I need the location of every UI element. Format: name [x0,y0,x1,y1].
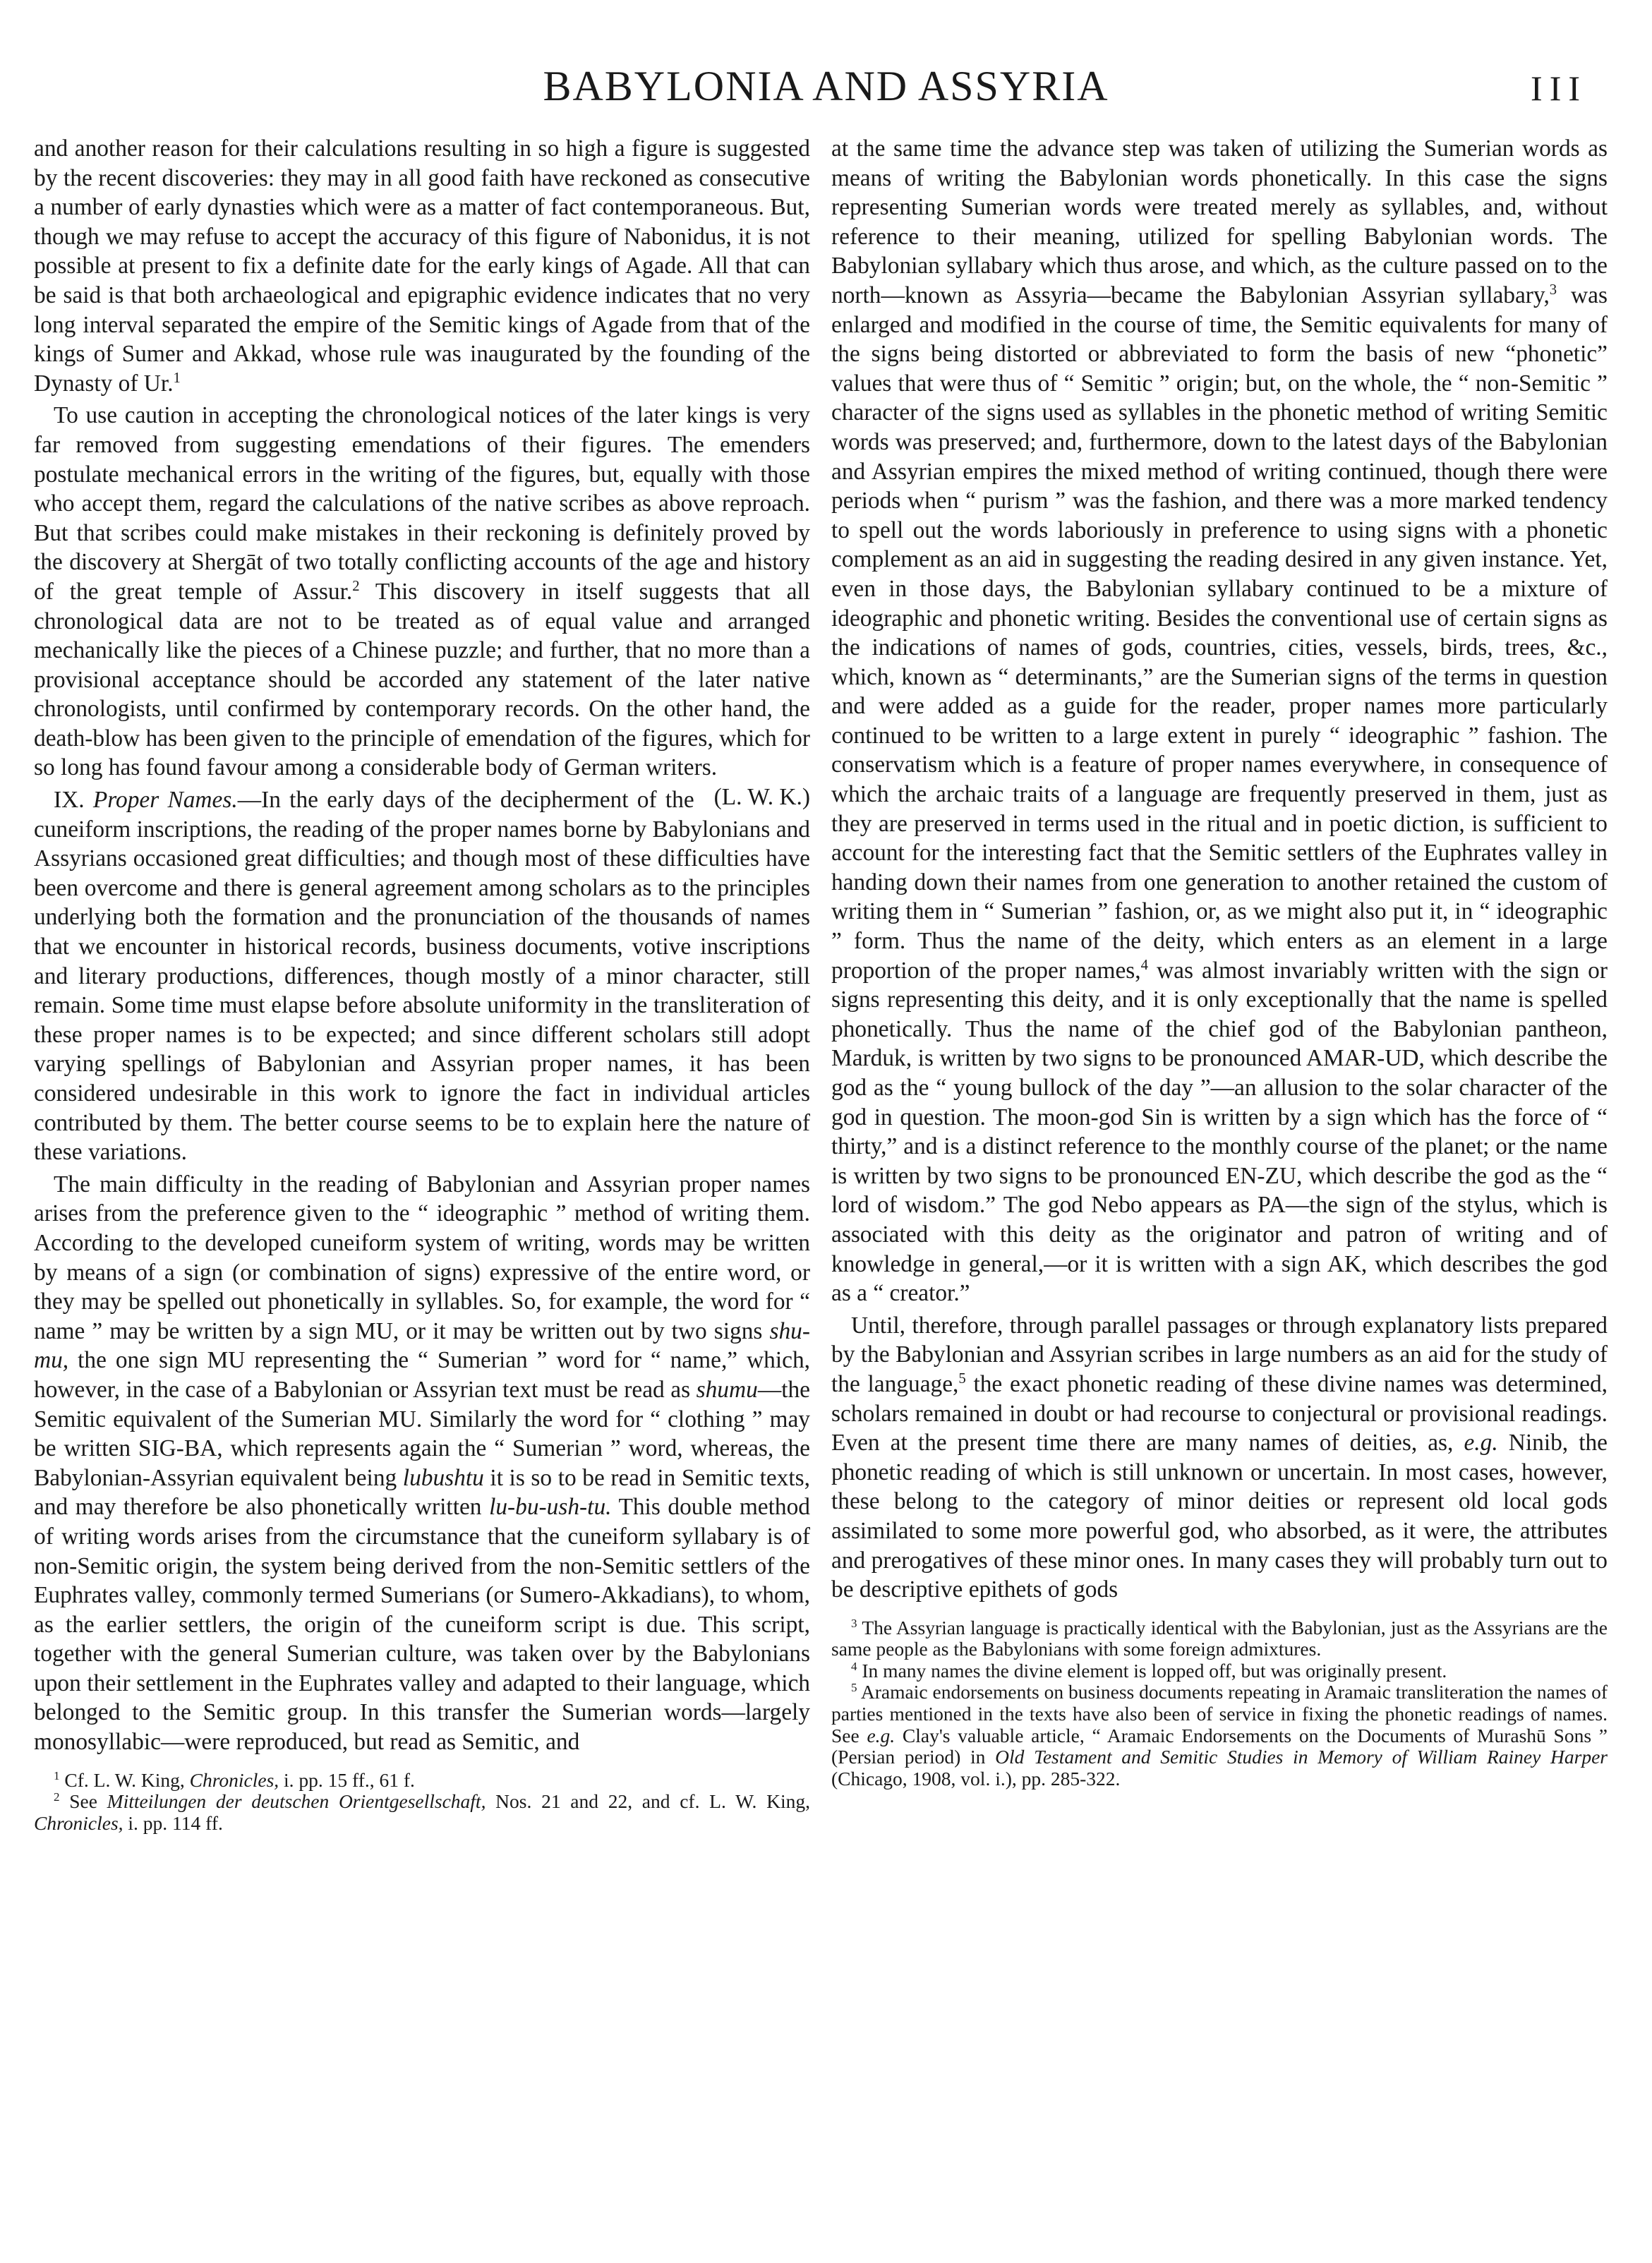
footnote-number: 3 [851,1616,857,1630]
italic-title: Old Testament and Semitic Studies in Memory of William Rainey Harper [995,1746,1608,1768]
paragraph [34,785,810,1167]
footnote-number: 5 [851,1681,857,1695]
footnote-number: 1 [54,1768,60,1782]
footnote-text: The Assyrian language is practically identical with the Babylonian, just as the Assyrians are the same people as the Babylonians with some foreign admixtures. [831,1616,1608,1660]
footnote [831,1682,1608,1790]
footnote-text: i. pp. 15 ff., 61 f. [279,1768,415,1791]
running-header [0,62,1652,126]
footnote-text: Cf. L. W. King, [59,1768,190,1791]
page-number: III [1531,68,1587,108]
paragraph-text: This double method of writing words arises from the circumstance that the cuneiform syllabary is of non-Semitic origin, the system being derived from the non-Semitic settlers of the Euphrates valley, commonly termed Sumerians (or Sumero-Akkadians), to whom, as the earlier settlers, the origin of the cuneiform script is due. This script, together with the general Sumerian culture, was taken over by the Babylonians upon their settlement in the Euphrates valley and adapted to their language, which belonged to the Semitic group. In this transfer the Sumerian words—largely monosyllabic—were reproduced, but read as Semitic, and [34,1494,810,1756]
footnotes [34,1770,810,1835]
paragraph-text: The main difficulty in the reading of Babylonian and Assyrian proper names arises from the preference given to the “ ideographic ” method of writing them. According to the developed cuneiform system of writing, words may be written by means of a sign (or combination of signs) expressive of the entire word, or they may be spelled out phonetically in syllables. So, for example, the word for “ name ” may be written by a sign MU, or it may be written out by two signs [34,1171,810,1344]
footnote-text: (Chicago, 1908, vol. i.), pp. 285-322. [831,1767,1121,1790]
footnote-text: See [59,1790,107,1813]
footnote-number: 2 [54,1790,60,1804]
italic-term: lu-bu-ush-tu. [489,1494,612,1521]
paragraph-text: was almost invariably written with the sign or signs representing this deity, and it is only exceptionally that the name is spelled phonetically. Thus the name of the chief god of the Babylonian pantheon, Marduk, is written by two signs to be pronounced AMAR-UD, which describe the god as the “ young bullock of the day ”—an allusion to the solar character of the god in question. The moon-god Sin is written by a sign which has the force of “ thirty,” and is a distinct reference to the monthly course of the planet; or the name is written by two signs to be pronounced EN-ZU, which describe the god as the “ lord of wisdom.” The god Nebo appears as PA—the sign of the stylus, which is associated with this deity as the originator and patron of writing and of knowledge in general,—or it is written with a sign AK, which describes the god as a “ creator.” [831,957,1608,1307]
author-signature: (L. W. K.) [713,784,810,811]
italic-title: Mitteilungen der deutschen Orientgesellschaft, [107,1790,486,1813]
paragraph-text: it is so to be read in Semitic texts, and may therefore be also phonetically written [34,1464,810,1521]
footnote-ref: 2 [352,578,360,594]
paragraph-text: To use caution in accepting the chronological notices of the later kings is very far removed from suggesting emendations of their figures. The emenders postulate mechanical errors in the writing of the figures, but, equally with those who accept them, regard the calculations of the native scribes as above reproach. But that scribes could make mistakes in their reckoning is definitely proved by the discovery at Shergāt of two totally conflicting accounts of the age and history of the great temple of Assur. [34,402,810,605]
paragraph-text: Ninib, the phonetic reading of which is still unknown or uncertain. In most cases, however, these belong to the category of minor deities or represent old local gods assimilated to some more powerful god, who absorbed, as it were, the attributes and prerogatives of these minor ones. In many cases they will probably turn out to be descriptive epithets of gods [831,1430,1608,1603]
footnote [34,1791,810,1834]
italic-term: shumu [696,1376,758,1403]
page-title: BABYLONIA AND ASSYRIA [543,63,1109,109]
paragraph-text: —In the early days of the decipherment of the cuneiform inscriptions, the reading of the proper names borne by Babylonians and Assyrians occasioned great difficulties; and though most of these difficulties have been overcome and there is general agreement among scholars as to the principles underlying both the formation and the pronunciation of the thousands of names that we encounter in historical records, business documents, votive inscriptions and literary productions, differences, though mostly of a minor character, still remain. Some time must elapse before absolute uniformity in the transliteration of these proper names is to be expected; and since different scholars still adopt varying spellings of Babylonian and Assyrian proper names, it has been considered undesirable in this work to ignore the fact in individual articles contributed by them. The better course seems to be to explain here the nature of these variations. [34,787,810,1166]
footnote-text: Nos. 21 and 22, and cf. L. W. King, [486,1790,810,1813]
paragraph-text: was enlarged and modified in the course of time, the Semitic equivalents for many of the signs being distorted or abbreviated to form the basis of new “phonetic” values that were thus of “ Semitic ” origin; but, on the whole, the “ non-Semitic ” character of the signs used as syllables in the phonetic method of writing Semitic words was preserved; and, furthermore, down to the latest days of the Babylonian and Assyrian empires the mixed method of writing continued, though there were periods when “ purism ” was the fashion, and there was a more marked tendency to spell out the words laboriously in preference to using signs with a phonetic complement as an aid in suggesting the reading desired in any given instance. Yet, even in those days, the Babylonian syllabary continued to be a mixture of ideographic and phonetic writing. Besides the conventional use of certain signs as the indications of names of gods, countries, cities, vessels, birds, trees, &c., which, known as “ determinants,” are the Sumerian signs of the terms in question and were added as a guide for the reader, proper names more particularly continued to be written to a large extent in purely “ ideographic ” fashion. The conservatism which is a feature of proper names everywhere, in consequence of which the archaic traits of a language are frequently preserved in them, just as they are preserved in terms used in the ritual and in poetic diction, is sufficient to account for the interesting fact that the Semitic settlers of the Euphrates valley in handing down their names from one generation to another retained the custom of writing them in “ Sumerian ” fashion, or, as we might also put it, in “ ideographic ” form. Thus the name of the deity, which enters as an element in a large proportion of the proper names, [831,282,1608,984]
italic-title: Chronicles, [189,1768,279,1791]
paragraph-text: and another reason for their calculations resulting in so high a figure is suggested by the recent discoveries: they may in all good faith have reckoned as consecutive a number of early dynasties which were as a matter of fact contemporaneous. But, though we may refuse to accept the accuracy of this figure of Nabonidus, it is not possible at present to fix a definite date for the early kings of Agade. All that can be said is that both archaeological and epigraphic evidence indicates that no very long interval separated the empire of the Semitic kings of Agade from that of the kings of Sumer and Akkad, whose rule was inaugurated by the founding of the Dynasty of Ur. [34,135,810,397]
paragraph [831,134,1608,1308]
italic-term: e.g. [1464,1430,1498,1456]
footnote-text: In many names the divine element is lopped off, but was originally present. [857,1659,1447,1682]
footnote-text: i. pp. 114 ff. [123,1811,223,1834]
footnote-ref: 4 [1140,957,1148,973]
footnote-ref: 1 [173,370,181,386]
footnote-text: Aramaic endorsements on business documents repeating in Aramaic transliteration the names of parties mentioned in the texts have also been of service in fixing the phonetic readings of names. See [831,1681,1608,1746]
italic-term: e.g. [867,1724,896,1746]
footnote-ref: 3 [1549,282,1557,298]
footnotes [831,1617,1608,1790]
paragraph-text: the one sign MU representing the “ Sumerian ” word for “ name,” which, however, in the case of a Babylonian or Assyrian text must be read as [34,1347,810,1403]
footnote [831,1617,1608,1660]
footnote-text: Clay's valuable article, “ Aramaic Endorsements on the Documents of Murashū Sons ” (Persian period) in [831,1724,1608,1768]
section-heading: Proper Names. [92,787,238,814]
italic-term: lubushtu [402,1464,484,1491]
italic-term: shu-mu, [34,1317,810,1374]
right-column [831,134,1608,2244]
paragraph-text: at the same time the advance step was taken of utilizing the Sumerian words as means of writing the Babylonian words phonetically. In this case the signs representing Sumerian words were treated merely as syllables, and, without reference to their meaning, utilized for spelling Babylonian words. The Babylonian syllabary which thus arose, and which, as the culture passed on to the north—known as Assyria—became the Babylonian Assyrian syllabary, [831,135,1608,308]
paragraph [34,134,810,398]
footnote-ref: 5 [958,1370,966,1387]
footnote [34,1770,810,1792]
italic-title: Chronicles, [34,1811,123,1834]
paragraph-text: This discovery in itself suggests that all chronological data are not to be treated as of equal value and arranged mechanically like the pieces of a Chinese puzzle; and further, that no more than a provisional acceptance should be accorded any statement of the later native chronologists, until confirmed by contemporary records. On the other hand, the death-blow has been given to the principle of emendation of the figures, which for so long has found favour among a considerable body of German writers. [34,578,810,781]
footnote-number: 4 [851,1659,857,1673]
footnote [831,1660,1608,1682]
section-number: IX. [54,787,93,814]
left-column [34,134,810,2244]
paragraph-text: —the Semitic equivalent of the Sumerian MU. Similarly the word for “ clothing ” may be written SIG-BA, which represents again the “ Sumerian ” word, whereas, the Babylonian-Assyrian equivalent being [34,1376,810,1491]
paragraph-text: Until, therefore, through parallel passages or through explanatory lists prepared by the Babylonian and Assyrian scribes in large numbers as an aid for the study of the language, [831,1312,1608,1397]
paragraph-text: the exact phonetic reading of these divine names was determined, scholars remained in doubt or had recourse to conjectural or provisional readings. Even at the present time there are many names of deities, as, [831,1370,1608,1456]
paragraph [831,1311,1608,1605]
paragraph [34,1170,810,1757]
